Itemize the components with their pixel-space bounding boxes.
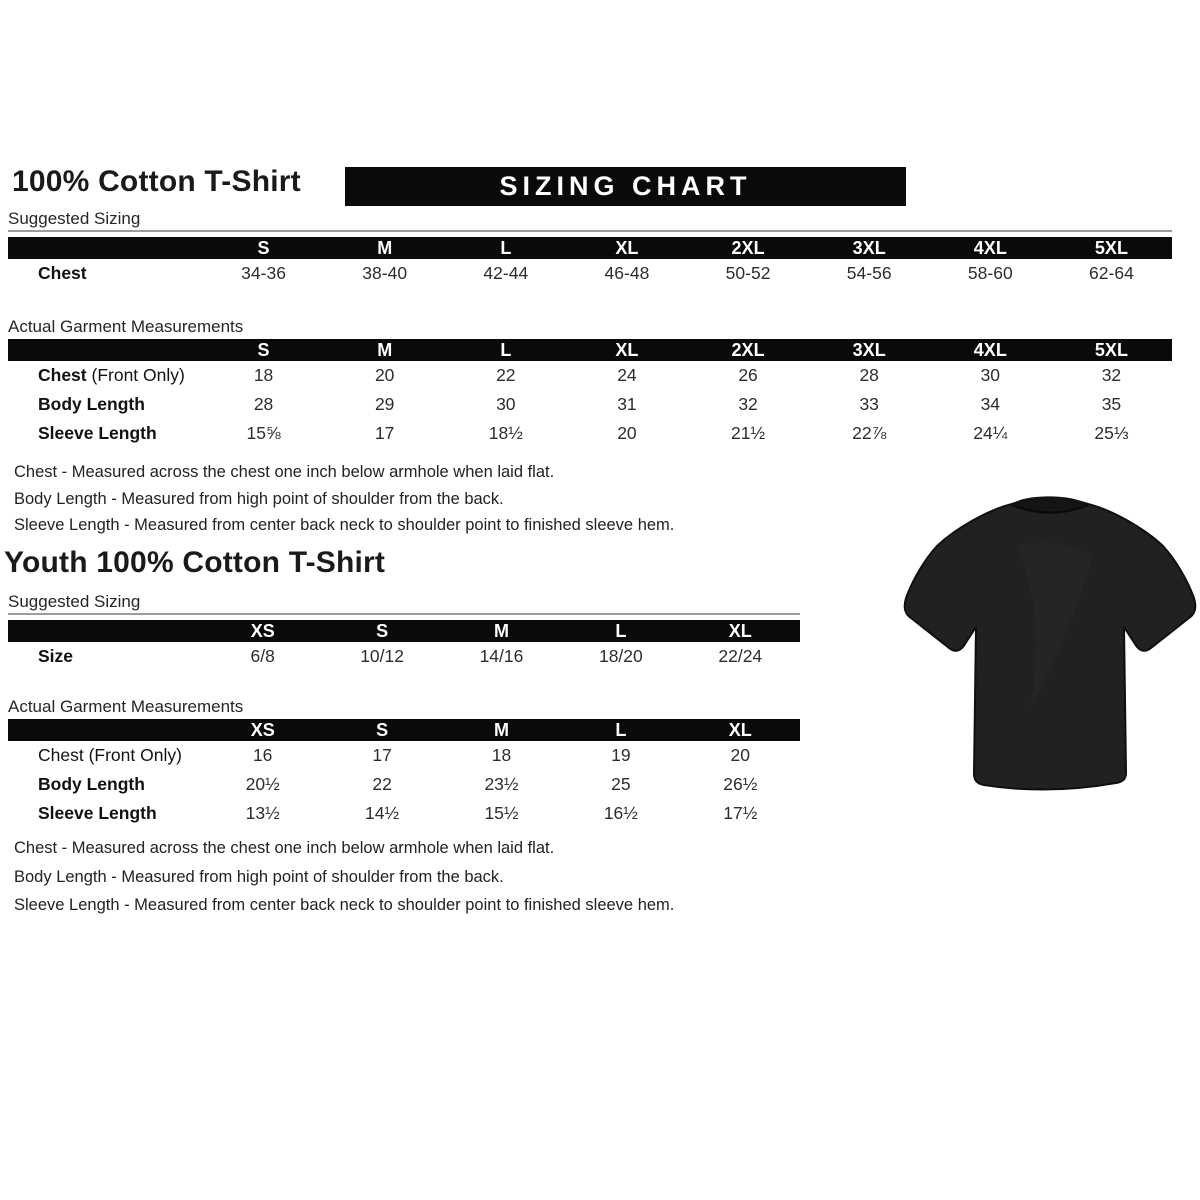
measurement-note: Chest - Measured across the chest one inch below armhole when laid flat. (14, 839, 555, 857)
size-column-header: M (377, 339, 393, 360)
measurement-cell: 20 (617, 423, 637, 443)
measurement-cell: 32 (738, 394, 758, 414)
measurement-cell: 13½ (245, 803, 280, 823)
measurement-cell: 58-60 (967, 263, 1013, 283)
size-column-header: 5XL (1094, 339, 1128, 360)
measurement-cell: 32 (1101, 365, 1122, 385)
measurement-cell: 25 (611, 774, 631, 794)
size-column-header: S (257, 237, 270, 258)
measurement-cell: 17 (372, 745, 392, 765)
adult-measurement-notes (14, 464, 674, 544)
measurement-note: Body Length - Measured from high point of shoulder from the back. (14, 489, 504, 508)
row-label: Size (38, 646, 74, 666)
measurement-cell: 22/24 (718, 646, 763, 666)
size-column-header: 4XL (973, 339, 1007, 360)
corner-cell (8, 339, 203, 361)
measurement-cell: 33 (859, 394, 879, 414)
measurement-note: Sleeve Length - Measured from center back neck to shoulder point to finished sleeve hem. (14, 516, 675, 534)
measurement-cell: 24¼ (973, 423, 1008, 443)
row-label: Sleeve Length (38, 423, 157, 443)
size-column-header: 2XL (731, 237, 765, 258)
measurement-cell: 34-36 (241, 263, 286, 283)
tshirt-image (896, 486, 1198, 804)
measurement-cell: 62-64 (1089, 263, 1134, 283)
divider (8, 230, 1172, 232)
size-column-header: XL (615, 339, 639, 360)
size-column-header: XS (250, 620, 275, 641)
size-column-header: 2XL (731, 339, 765, 360)
measurement-cell: 21½ (731, 423, 766, 443)
measurement-cell: 35 (1101, 394, 1122, 414)
size-column-header: 5XL (1094, 237, 1128, 258)
youth-measurement-notes (14, 840, 674, 926)
measurement-cell: 22 (372, 774, 392, 794)
measurement-cell: 17½ (723, 803, 758, 823)
row-label: Body Length (38, 394, 145, 414)
measurement-cell: 16½ (603, 803, 638, 823)
measurement-note: Chest - Measured across the chest one inch below armhole when laid flat. (14, 463, 555, 481)
measurement-cell: 26½ (723, 774, 758, 794)
measurement-cell: 14/16 (479, 646, 524, 666)
measurement-cell: 18 (253, 365, 274, 385)
measurement-cell: 26 (738, 365, 758, 385)
measurement-cell: 46-48 (604, 263, 650, 283)
size-column-header: L (500, 237, 512, 258)
measurement-cell: 23½ (484, 774, 519, 794)
measurement-cell: 15⅝ (246, 423, 281, 443)
measurement-cell: 18½ (488, 423, 523, 443)
measurement-cell: 6/8 (250, 646, 275, 666)
measurement-cell: 18/20 (598, 646, 643, 666)
measurement-cell: 22⅞ (852, 423, 887, 443)
size-column-header: L (615, 620, 627, 641)
size-column-header: XL (615, 237, 639, 258)
youth-page-title: Youth 100% Cotton T-Shirt (4, 546, 386, 579)
black-tshirt-photo (896, 486, 1198, 804)
size-column-header: M (493, 620, 509, 641)
divider (8, 613, 800, 615)
size-column-header: 3XL (852, 237, 886, 258)
size-column-header: XL (728, 719, 752, 740)
size-column-header: M (377, 237, 393, 258)
page-title: 100% Cotton T-Shirt (12, 165, 301, 198)
youth-actual-measurements-label: Actual Garment Measurements (8, 697, 244, 716)
youth-suggested-sizing-label: Suggested Sizing (8, 592, 141, 611)
size-column-header: 3XL (852, 339, 886, 360)
size-column-header: 4XL (973, 237, 1007, 258)
sizing-chart-banner: SIZING CHART (345, 167, 906, 206)
row-label: Chest (Front Only) (38, 745, 182, 765)
measurement-cell: 20 (730, 745, 751, 765)
measurement-cell: 19 (611, 745, 631, 765)
size-column-header: S (376, 620, 389, 641)
measurement-cell: 18 (491, 745, 512, 765)
youth-actual-measurements-table (8, 719, 800, 828)
measurement-cell: 38-40 (362, 263, 408, 283)
measurement-cell: 20½ (245, 774, 280, 794)
row-label: Chest (Front Only) (38, 365, 185, 385)
measurement-cell: 28 (859, 365, 879, 385)
measurement-note: Sleeve Length - Measured from center back neck to shoulder point to finished sleeve hem. (14, 896, 675, 914)
measurement-cell: 29 (374, 394, 395, 414)
measurement-cell: 50-52 (725, 263, 771, 283)
measurement-cell: 42-44 (483, 263, 529, 283)
size-column-header: XL (728, 620, 752, 641)
measurement-note: Body Length - Measured from high point of shoulder from the back. (14, 867, 504, 886)
measurement-cell: 14½ (365, 803, 400, 823)
size-column-header: S (376, 719, 389, 740)
measurement-cell: 24 (617, 365, 637, 385)
youth-suggested-sizing-table (8, 620, 800, 671)
corner-cell (8, 620, 203, 642)
measurement-cell: 20 (374, 365, 395, 385)
size-column-header: M (493, 719, 509, 740)
adult-suggested-sizing-table (8, 237, 1172, 288)
corner-cell (8, 719, 203, 741)
measurement-cell: 30 (496, 394, 516, 414)
size-column-header: XS (250, 719, 275, 740)
size-column-header: L (500, 339, 512, 360)
size-column-header: L (615, 719, 627, 740)
adult-suggested-sizing-label: Suggested Sizing (8, 209, 141, 228)
measurement-cell: 30 (980, 365, 1001, 385)
adult-actual-measurements-label: Actual Garment Measurements (8, 317, 244, 336)
measurement-cell: 22 (496, 365, 516, 385)
size-column-header: S (257, 339, 270, 360)
measurement-cell: 17 (374, 423, 395, 443)
measurement-cell: 15½ (484, 803, 519, 823)
measurement-cell: 10/12 (360, 646, 404, 666)
measurement-cell: 28 (253, 394, 274, 414)
measurement-cell: 31 (617, 394, 637, 414)
measurement-cell: 54-56 (846, 263, 892, 283)
adult-actual-measurements-table (8, 339, 1172, 448)
measurement-cell: 25⅓ (1094, 423, 1129, 443)
corner-cell (8, 237, 203, 259)
measurement-cell: 34 (980, 394, 1001, 414)
row-label: Sleeve Length (38, 803, 157, 823)
measurement-cell: 16 (252, 745, 273, 765)
row-label: Body Length (38, 774, 145, 794)
row-label: Chest (38, 263, 87, 283)
